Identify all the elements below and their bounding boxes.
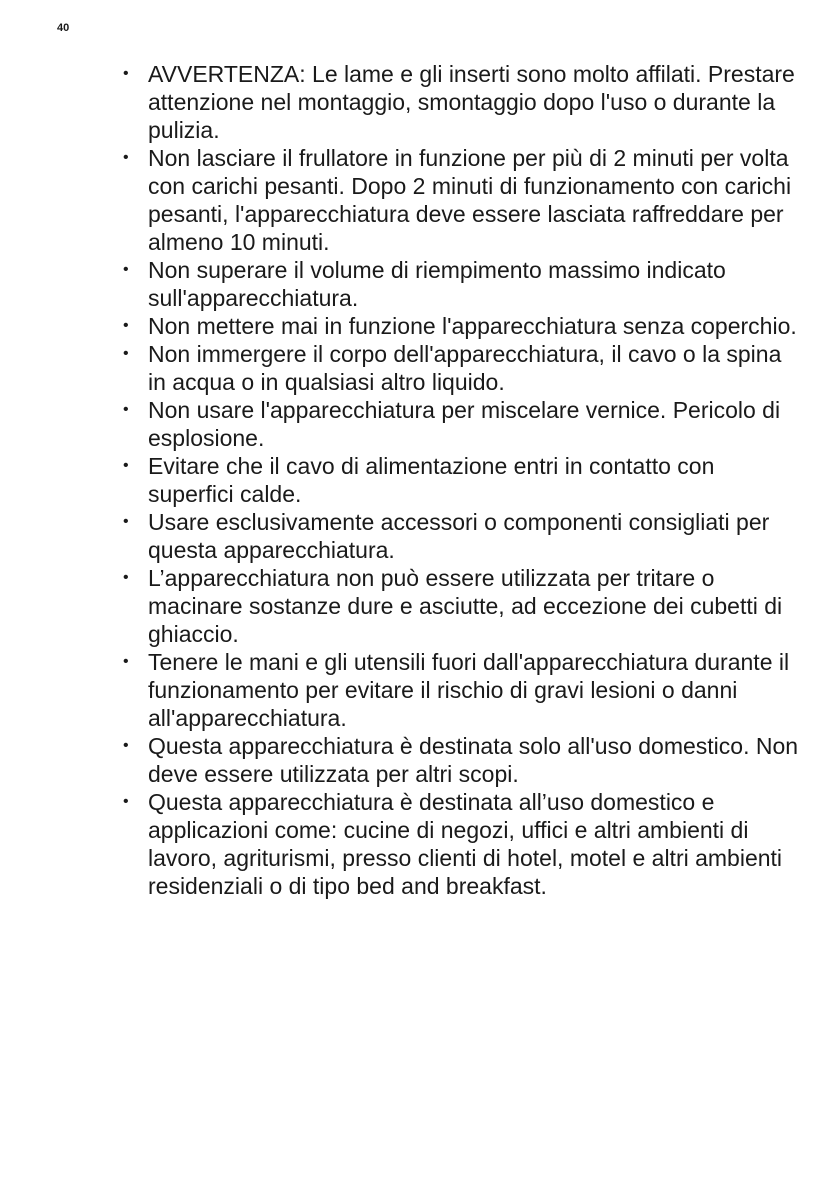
list-item — [119, 508, 799, 564]
list-item — [119, 256, 799, 312]
list-item-text: Usare esclusivamente accessori o componenti consigliati per questa apparecchiatura. — [148, 509, 770, 563]
bullet-icon: • — [123, 261, 129, 278]
bullet-icon: • — [123, 513, 129, 530]
list-item-text: Non superare il volume di riempimento massimo indicato sull'apparecchiatura. — [148, 257, 726, 311]
list-item — [119, 396, 799, 452]
bullet-icon: • — [123, 737, 129, 754]
bullet-icon: • — [123, 569, 129, 586]
list-item-text: Evitare che il cavo di alimentazione entri in contatto con superfici calde. — [148, 453, 715, 507]
bullet-icon: • — [123, 317, 129, 334]
list-item — [119, 144, 799, 256]
bullet-icon: • — [123, 457, 129, 474]
list-item-text: Tenere le mani e gli utensili fuori dall'apparecchiatura durante il funzionamento per evitare il rischio di gravi lesioni o danni all'apparecchiatura. — [148, 649, 790, 731]
list-item-text: Questa apparecchiatura è destinata solo all'uso domestico. Non deve essere utilizzata per altri scopi. — [148, 733, 799, 787]
list-item-text: Questa apparecchiatura è destinata all’uso domestico e applicazioni come: cucine di negozi, uffici e altri ambienti di lavoro, agriturismi, presso clienti di hotel, motel e altri ambienti residenziali o di tipo bed and breakfast. — [148, 789, 783, 899]
safety-instructions-list — [119, 60, 799, 900]
list-item-text: L’apparecchiatura non può essere utilizzata per tritare o macinare sostanze dure e asciutte, ad eccezione dei cubetti di ghiaccio. — [148, 565, 783, 647]
list-item-text: Non immergere il corpo dell'apparecchiatura, il cavo o la spina in acqua o in qualsiasi altro liquido. — [148, 341, 782, 395]
list-item — [119, 732, 799, 788]
bullet-icon: • — [123, 65, 129, 82]
list-item — [119, 60, 799, 144]
list-item-text: Non lasciare il frullatore in funzione per più di 2 minuti per volta con carichi pesanti. Dopo 2 minuti di funzionamento con carichi pesanti, l'apparecchiatura deve essere lasciata raffreddare per almeno 10 minuti. — [148, 145, 792, 255]
list-item — [119, 564, 799, 648]
list-item — [119, 648, 799, 732]
list-item — [119, 312, 799, 340]
list-item-text: Non mettere mai in funzione l'apparecchiatura senza coperchio. — [148, 313, 797, 339]
list-item — [119, 452, 799, 508]
page-number: 40 — [57, 22, 70, 34]
bullet-icon: • — [123, 793, 129, 810]
list-item-text: AVVERTENZA: Le lame e gli inserti sono molto affilati. Prestare attenzione nel montaggio, smontaggio dopo l'uso o durante la pulizia. — [148, 61, 795, 143]
bullet-icon: • — [123, 401, 129, 418]
bullet-icon: • — [123, 653, 129, 670]
bullet-icon: • — [123, 149, 129, 166]
list-item — [119, 340, 799, 396]
list-item — [119, 788, 799, 900]
list-item-text: Non usare l'apparecchiatura per miscelare vernice. Pericolo di esplosione. — [148, 397, 781, 451]
bullet-icon: • — [123, 345, 129, 362]
